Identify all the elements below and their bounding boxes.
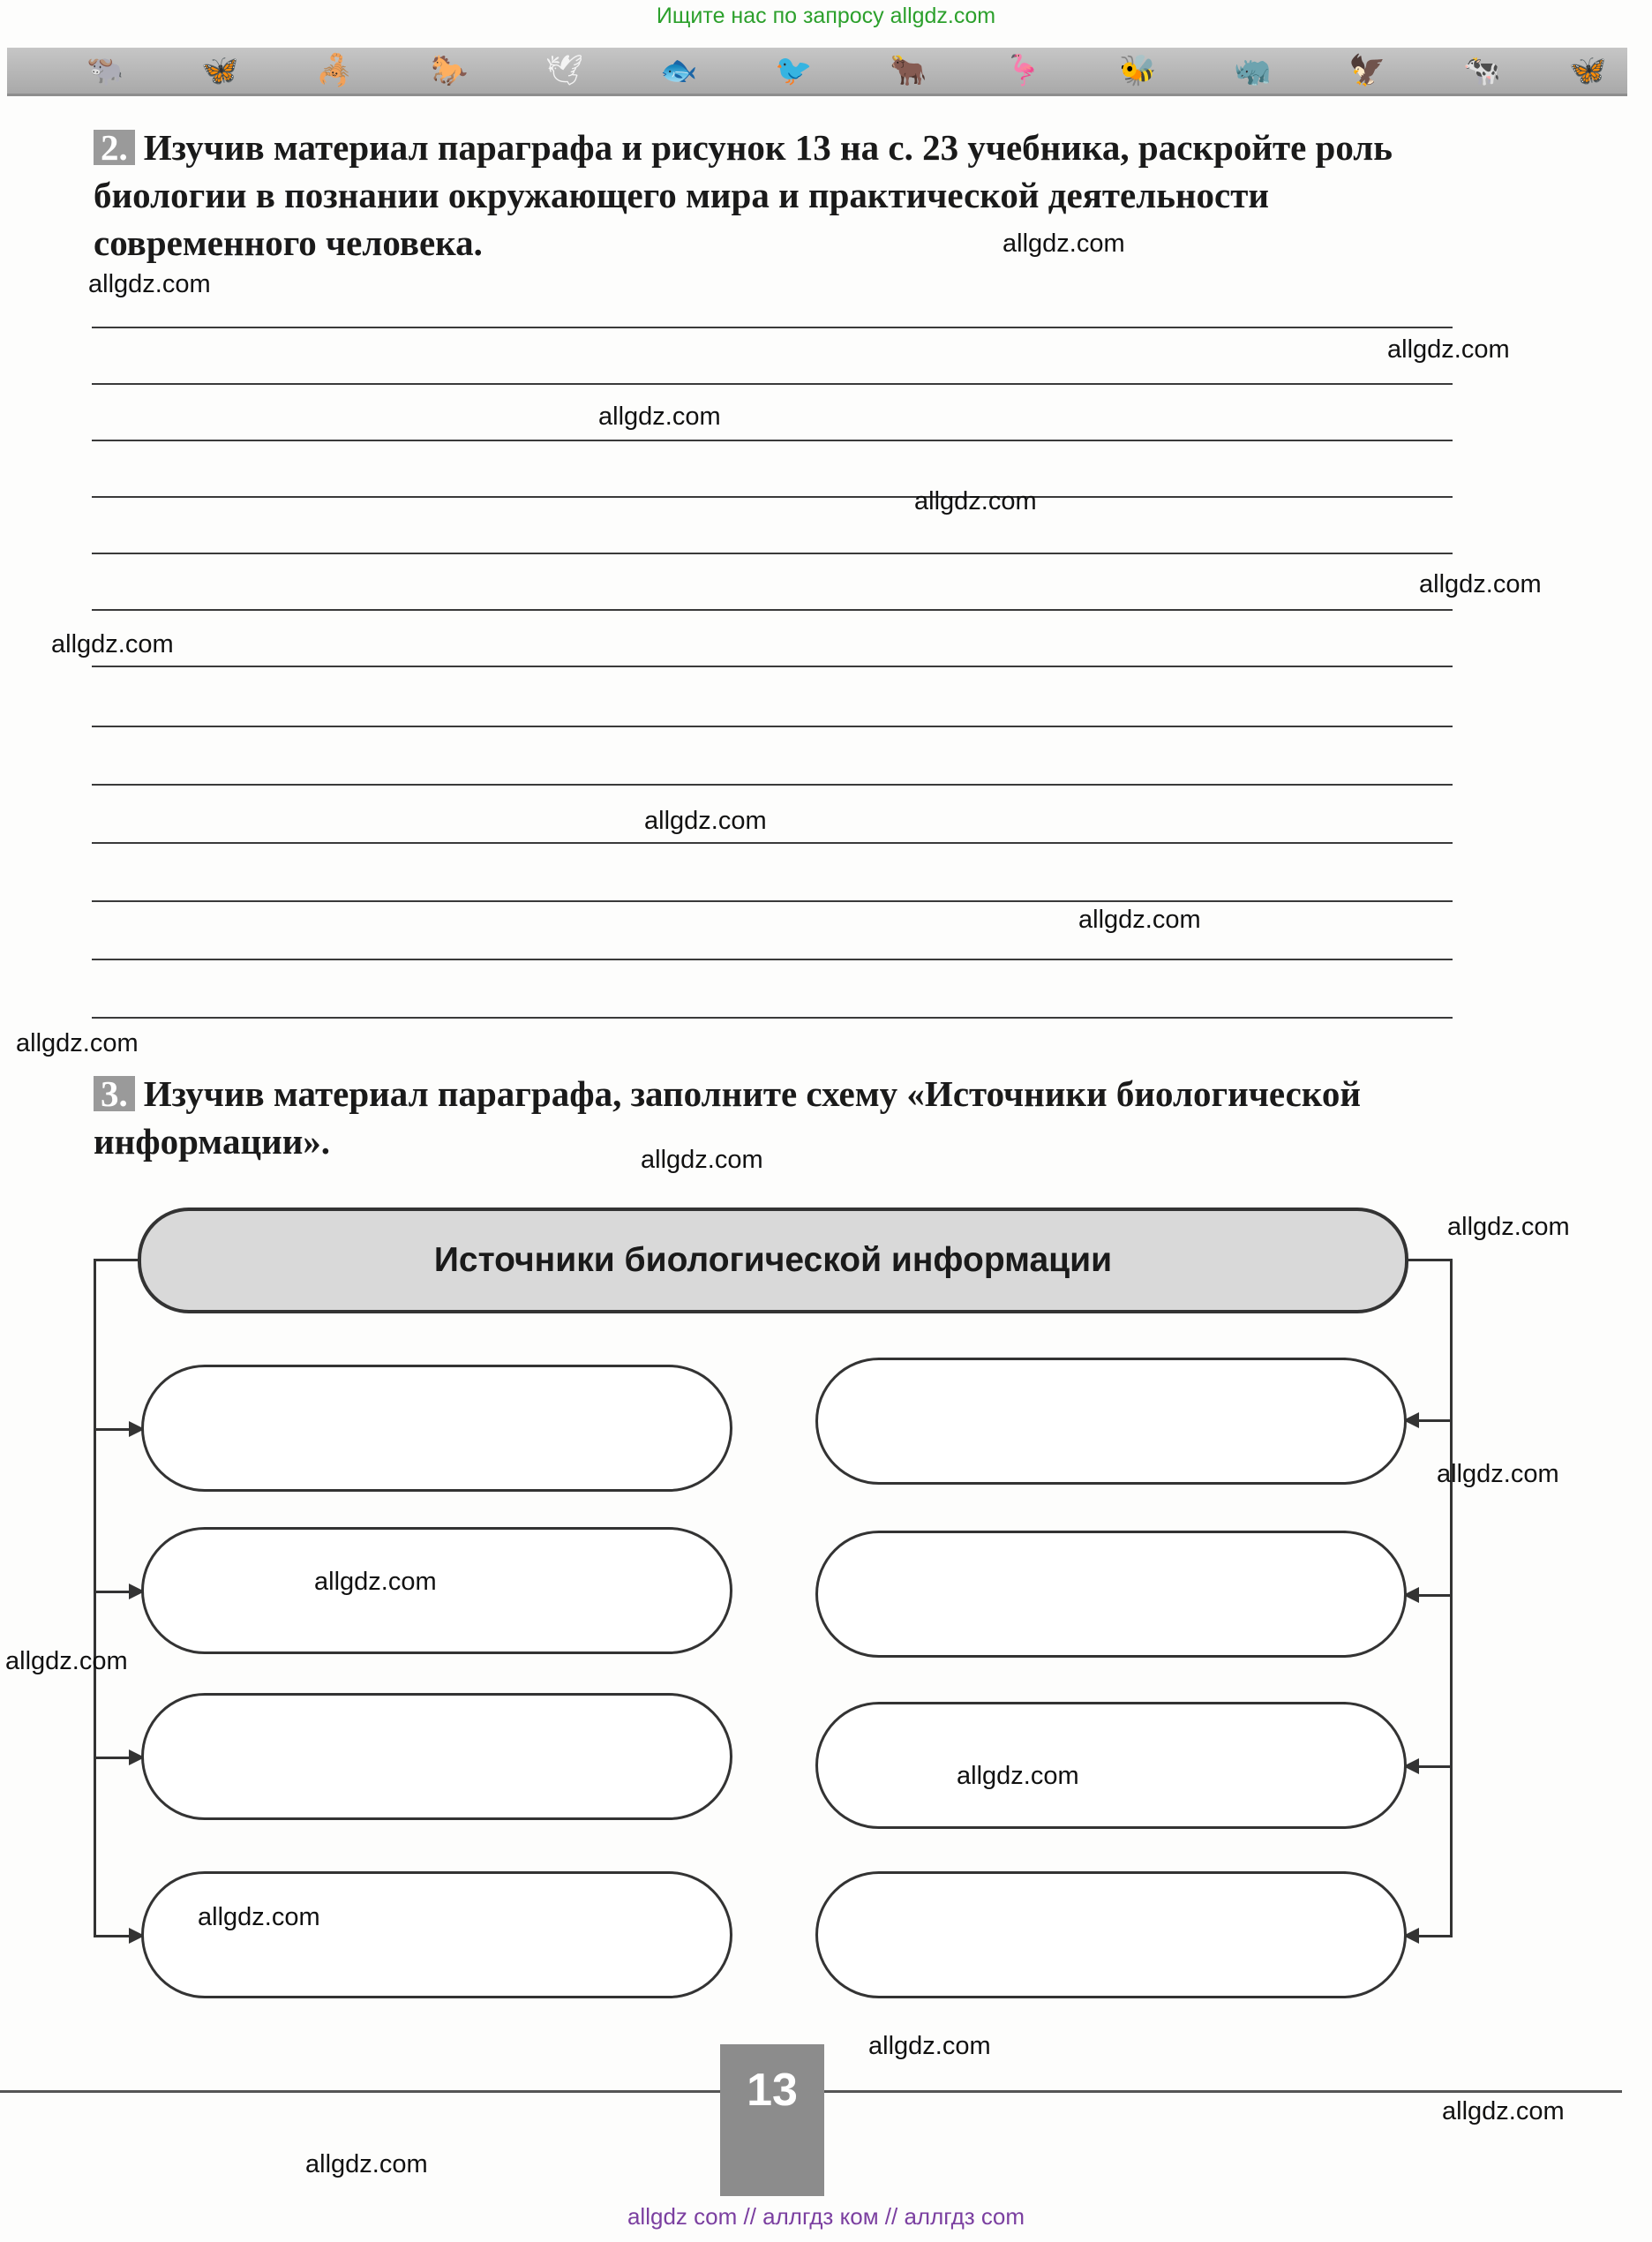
scorpion-icon: 🦂 [316,53,354,88]
answer-line[interactable] [92,666,1453,667]
butterfly2-icon: 🦋 [1569,53,1607,88]
page-number: 13 [720,2044,824,2196]
connector-line [1417,1594,1453,1597]
bison2-icon: 🐄 [1463,53,1501,88]
watermark: allgdz.com [1387,335,1510,364]
connector-line [1450,1259,1453,1937]
bull-icon: 🐂 [890,53,927,88]
watermark: allgdz.com [314,1568,437,1596]
watermark: allgdz.com [868,2032,991,2060]
scheme-answer-box[interactable] [815,1702,1407,1829]
connector-line [1417,1419,1453,1422]
scheme-answer-box[interactable] [815,1871,1407,1998]
connector-line [94,1259,96,1937]
connector-line [94,1259,139,1261]
answer-line[interactable] [92,784,1453,786]
scheme-answer-box[interactable] [815,1531,1407,1658]
scheme-title: Источники биологической информации [138,1208,1408,1313]
watermark: allgdz.com [1078,906,1201,934]
answer-line[interactable] [92,440,1453,441]
answer-line[interactable] [92,726,1453,727]
scheme-answer-box[interactable] [141,1693,732,1820]
watermark: allgdz.com [957,1762,1079,1790]
watermark: allgdz.com [16,1029,139,1057]
answer-line[interactable] [92,496,1453,498]
watermark: allgdz.com [198,1903,320,1931]
connector-line [94,1935,132,1937]
task-2 [94,124,1461,267]
watermark: allgdz.com [51,630,174,658]
rhino-icon: 🦏 [1234,53,1272,88]
task-2-text: Изучив материал параграфа и рисунок 13 на с. 23 учебника, раскройте роль биологии в познании окружающего мира и практической деятельности современного человека. [94,127,1393,263]
answer-line[interactable] [92,327,1453,328]
heron-icon: 🦩 [1004,53,1042,88]
connector-line [94,1428,132,1431]
answer-line[interactable] [92,383,1453,385]
bison-icon: 🐃 [86,53,124,88]
watermark: allgdz.com [598,403,721,431]
scheme-answer-box[interactable] [141,1527,732,1654]
scheme-answer-box[interactable] [141,1365,732,1492]
answer-line[interactable] [92,553,1453,554]
task-3-text: Изучив материал параграфа, заполните схему «Источники биологической информации». [94,1073,1361,1162]
answer-line[interactable] [92,1017,1453,1019]
watermark: allgdz.com [1437,1460,1559,1488]
bee-icon: 🐝 [1119,53,1157,88]
horse-icon: 🐎 [431,53,469,88]
watermark: allgdz.com [1442,2097,1565,2125]
bird3-icon: 🦅 [1348,53,1386,88]
answer-line[interactable] [92,842,1453,844]
scheme-answer-box[interactable] [141,1871,732,1998]
task-2-number: 2. [94,130,135,165]
watermark: allgdz.com [914,487,1037,515]
top-banner[interactable]: Ищите нас по запросу allgdz.com [656,4,996,28]
scheme-answer-box[interactable] [815,1358,1407,1485]
answer-line[interactable] [92,959,1453,960]
bird2-icon: 🐦 [775,53,813,88]
fish-icon: 🐟 [660,53,698,88]
watermark: allgdz.com [641,1146,763,1174]
watermark: allgdz.com [5,1647,128,1675]
watermark: allgdz.com [88,270,211,298]
bottom-banner[interactable]: allgdz com // аллгдз ком // аллгдз com [627,2203,1025,2230]
watermark: allgdz.com [1419,570,1542,598]
watermark: allgdz.com [305,2150,428,2178]
watermark: allgdz.com [1447,1213,1570,1241]
bird-icon: 🕊 [545,53,584,88]
connector-line [94,1757,132,1759]
watermark: allgdz.com [644,807,767,835]
connector-line [1417,1765,1453,1768]
connector-line [1407,1259,1453,1261]
footer-rule [0,2090,720,2093]
answer-line[interactable] [92,609,1453,611]
watermark: allgdz.com [1002,229,1125,258]
answer-line[interactable] [92,900,1453,902]
connector-line [94,1591,132,1593]
task-3 [94,1070,1461,1165]
connector-line [1417,1935,1453,1937]
footer-rule [824,2090,1622,2093]
butterfly-icon: 🦋 [201,53,239,88]
task-3-number: 3. [94,1076,135,1111]
decorative-animal-strip [7,48,1627,96]
